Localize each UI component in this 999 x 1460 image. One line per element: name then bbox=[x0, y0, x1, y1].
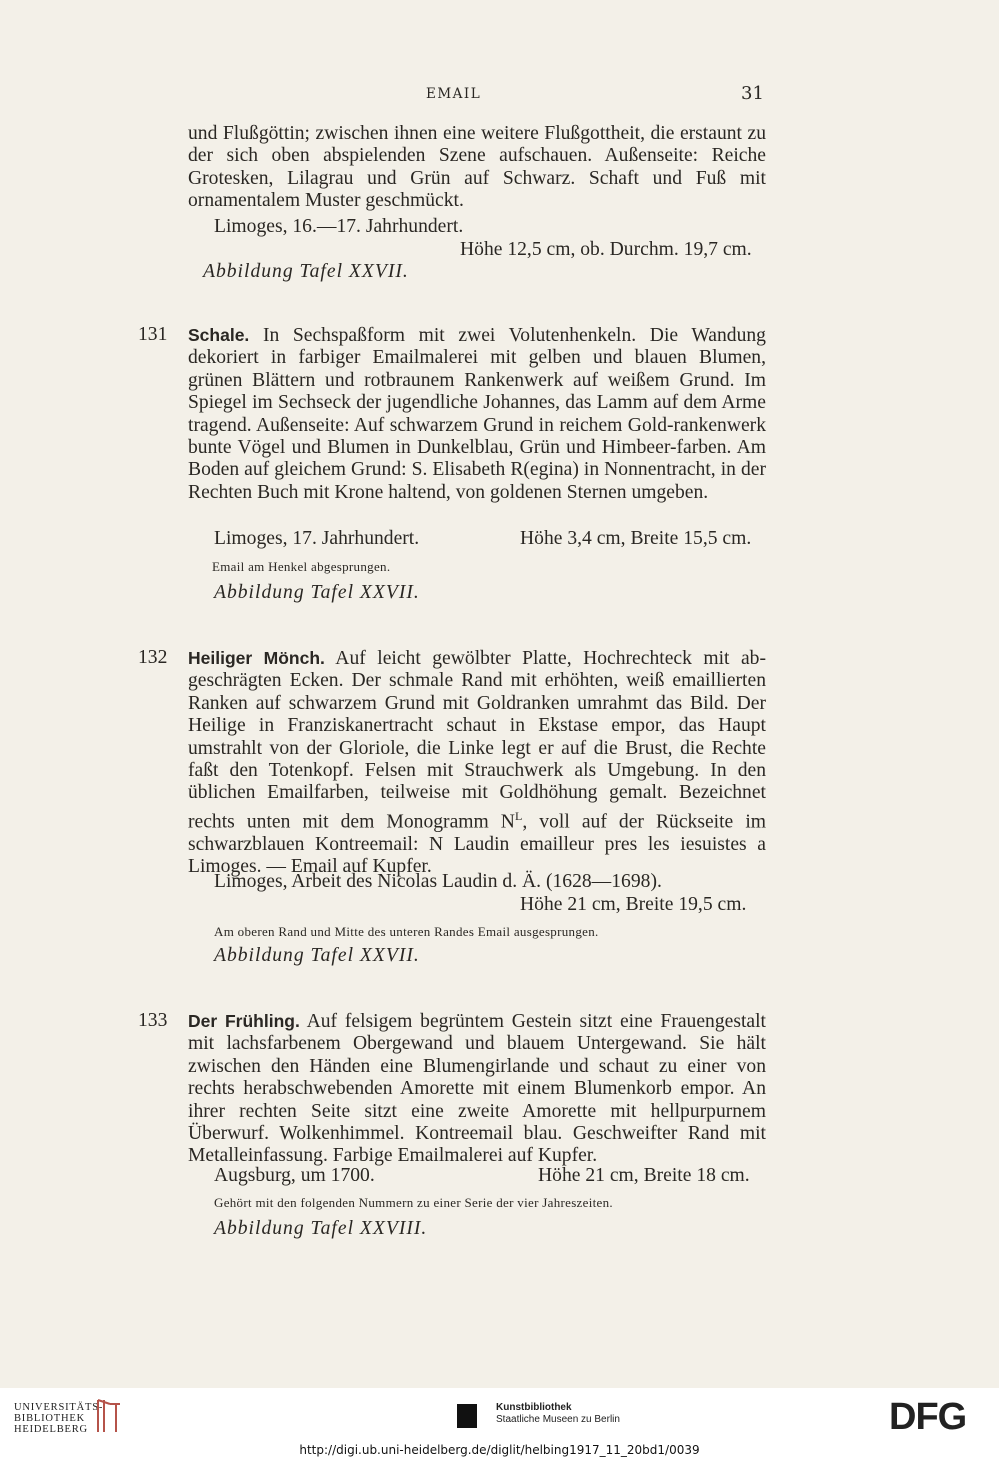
running-head bbox=[0, 83, 999, 108]
entry-body: Auf felsigem begrüntem Gestein sitzt eine Frauengestalt mit lachsfarbenem Obergewand und blauem Untergewand. Sie hält zwischen den Händen eine Blumengirlande und schaut zu einer von rechts herabschwebenden Amorette mit einem Blumenkorb empor. An ihrer rechten Seite sitzt eine zweite Amorette mit hellpurpurnem Überwurf. Wolkenhimmel. Kontreemail blau. Geschweifter Rand mit Metalleinfassung. Farbige Emailmalerei auf Kupfer. bbox=[188, 1011, 766, 1167]
entry-origin: Limoges, 17. Jahrhundert. bbox=[214, 528, 420, 549]
kunstbibliothek-label bbox=[496, 1402, 620, 1426]
page-number: 31 bbox=[741, 83, 764, 104]
entry-plate: Abbildung Tafel XXVII. bbox=[214, 945, 420, 966]
university-library-logo bbox=[14, 1402, 103, 1435]
intro-text: und Flußgöttin; zwischen ihnen eine weitere Flußgottheit, die erstaunt zu der sich oben abspielenden Szene aufschauen. Außenseite: Reiche Grotesken, Lilagrau und Grün auf Schwarz. Schaft und Fuß mit ornamentalem Muster geschmückt. bbox=[188, 123, 766, 212]
entry-dimensions: Höhe 21 cm, Breite 19,5 cm. bbox=[520, 894, 747, 915]
entry-text bbox=[188, 647, 766, 879]
kunstbibliothek-name: Kunstbibliothek bbox=[496, 1402, 572, 1413]
entry-text bbox=[188, 324, 766, 504]
dfg-logo: DFG bbox=[889, 1396, 967, 1438]
entry-number: 132 bbox=[138, 647, 168, 668]
entry-body: In Sechspaßform mit zwei Volutenhenkeln. Die Wandung dekoriert in farbiger Emailmalerei mit gelben und blauen Blumen, grünen Blättern und rotbraunem Rankenwerk auf weißem Grund. Im Spiegel im Sechseck der jugendliche Johannes, das Lamm auf dem Arme tragend. Außenseite: Auf schwarzem Grund in reichem Gold-rankenwerk bunte Vögel und Blumen in Dunkelblau, Grün und Himbeer-farben. Am Boden auf gleichem Grund: S. Elisabeth R(egina) in Nonnentracht, in der Rechten Buch mit Krone haltend, von goldenen Sternen umgeben. bbox=[188, 325, 766, 503]
library-name-line: UNIVERSITÄTS- bbox=[14, 1402, 104, 1413]
digitization-footer bbox=[0, 1388, 999, 1460]
entry-origin: Augsburg, um 1700. bbox=[214, 1165, 375, 1186]
intro-dimensions: Höhe 12,5 cm, ob. Durchm. 19,7 cm. bbox=[460, 239, 752, 260]
entry-dimensions: Höhe 3,4 cm, Breite 15,5 cm. bbox=[520, 528, 752, 549]
intro-origin: Limoges, 16.—17. Jahrhundert. bbox=[214, 216, 464, 237]
entry-plate: Abbildung Tafel XXVIII. bbox=[214, 1218, 428, 1239]
entry-plate: Abbildung Tafel XXVII. bbox=[214, 582, 420, 603]
entry-note: Am oberen Rand und Mitte des unteren Randes Email ausgesprungen. bbox=[214, 924, 599, 939]
entry-body-cont: , voll auf der Rückseite im schwarzblauen Kontreemail: N Laudin emailleur pres les iesuistes a Limoges. — Email auf Kupfer. bbox=[188, 811, 766, 878]
entry-number: 133 bbox=[138, 1010, 168, 1031]
library-name-line: BIBLIOTHEK bbox=[14, 1413, 85, 1424]
monogram-superscript: L bbox=[514, 808, 523, 823]
entry-text bbox=[188, 1010, 766, 1168]
entry-number: 131 bbox=[138, 324, 168, 345]
intro-plate: Abbildung Tafel XXVII. bbox=[203, 261, 409, 282]
library-mark-icon bbox=[94, 1398, 124, 1434]
entry-body: Auf leicht gewölbter Platte, Hochrechteck mit ab-geschrägten Ecken. Der schmale Rand mit erhöhten, weiß emaillierten Ranken auf schwarzem Grund mit Goldranken umrahmt das Bild. Der Heilige in Franziskanertracht schaut in Ekstase empor, das Haupt umstrahlt von der Gloriole, die Linke legt er auf die Brust, die Rechte faßt den Totenkopf. Felsen mit Strauchwerk als Umgebung. In den üblichen Emailfarben, teilweise mit Goldhöhung gemalt. Bezeichnet rechts unten mit dem Monogramm N bbox=[188, 648, 766, 833]
library-name-line: HEIDELBERG bbox=[14, 1424, 88, 1435]
page-title: EMAIL bbox=[426, 86, 482, 102]
entry-note: Email am Henkel abgesprungen. bbox=[212, 559, 391, 574]
source-url[interactable]: http://digi.ub.uni-heidelberg.de/diglit/helbing1917_11_20bd1/0039 bbox=[299, 1443, 700, 1457]
kunstbibliothek-logo-icon bbox=[457, 1404, 477, 1428]
kunstbibliothek-sub: Staatliche Museen zu Berlin bbox=[496, 1414, 620, 1425]
entry-heading: Heiliger Mönch. bbox=[188, 648, 325, 668]
entry-origin: Limoges, Arbeit des Nicolas Laudin d. Ä. (1628—1698). bbox=[214, 871, 662, 892]
entry-dimensions: Höhe 21 cm, Breite 18 cm. bbox=[538, 1165, 750, 1186]
entry-heading: Schale. bbox=[188, 325, 250, 345]
entry-note: Gehört mit den folgenden Nummern zu einer Serie der vier Jahreszeiten. bbox=[214, 1195, 613, 1210]
entry-heading: Der Frühling. bbox=[188, 1011, 300, 1031]
